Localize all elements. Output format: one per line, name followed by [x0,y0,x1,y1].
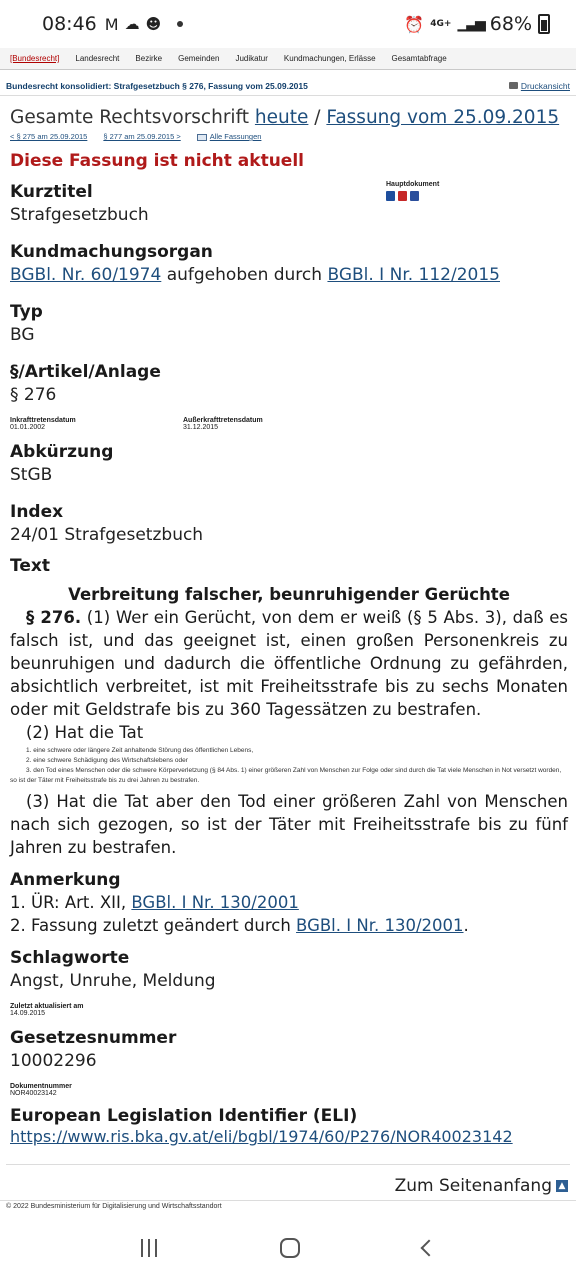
list-item: 1. eine schwere oder längere Zeit anhaltende Störung des öffentlichen Lebens, [26,747,254,754]
last-updated [10,1003,568,1017]
cloud-icon: ☁ [124,15,140,33]
gesetzesnummer-label: Gesetzesnummer [10,1028,177,1048]
title-prefix: Gesamte Rechtsvorschrift [10,107,250,128]
typ-label: Typ [10,302,43,322]
home-icon[interactable] [280,1238,300,1258]
artikel-label: §/Artikel/Anlage [10,362,161,382]
section-eli [10,1105,568,1146]
prev-paragraph-link[interactable]: < § 275 am 25.09.2015 [10,132,88,141]
list-item: 3. den Tod eines Menschen oder die schwere Körperverletzung (§ 84 Abs. 1) einer größeren Zahl von Menschen zur Folge oder sind durch die Tat viele Menschen in Not versetzt worden, [26,767,562,774]
all-versions-link[interactable] [197,132,262,141]
validity-dates [10,417,568,431]
back-to-top-link[interactable] [395,1176,568,1196]
kundmachungsorgan-value [10,263,568,287]
anmerkung-line-1-text: 1. ÜR: Art. XII, [10,893,132,912]
breadcrumb [0,76,576,96]
paragraph-3: (3) Hat die Tat aber den Tod einer größeren Zahl von Menschen nach sich gezogen, so ist der Täter mit Freiheitsstrafe bis zu fünf Jahren zu bestrafen. [10,792,568,857]
anmerkung-line-2-suffix: . [463,916,469,935]
all-versions-label: Alle Fassungen [209,132,262,141]
expiry-label: Außerkrafttretensdatum [183,417,263,424]
expiry [183,417,356,431]
face-icon: ☻ [145,15,162,33]
section-artikel [10,361,568,407]
today-link[interactable]: heute [254,107,309,128]
recent-apps-icon[interactable] [141,1239,157,1257]
nav-landesrecht[interactable]: Landesrecht [75,54,120,63]
paragraph-2: (2) Hat die Tat [26,723,144,742]
main-document-icons [386,191,439,201]
print-view-link[interactable] [509,81,570,91]
main-document-label: Hauptdokument [386,181,440,188]
printer-icon [509,82,518,89]
clock: 08:46 [42,13,97,35]
last-updated-label: Zuletzt aktualisiert am [10,1003,84,1010]
section-schlagworte [10,947,568,993]
last-updated-value: 14.09.2015 [10,1010,46,1017]
typ-value: BG [10,325,35,345]
section-index [10,501,568,547]
document-number [10,1083,568,1097]
versions-icon [197,134,207,141]
word-document-icon[interactable] [410,191,419,201]
paragraph-1-text: (1) Wer ein Gerücht, von dem er weiß (§ 5 Abs. 3), daß es falsch ist, und das geeignet ist, einen großen Personenkreis zu beunruhigen und dadurch die öffentliche Ordnung zu gefährden, absichtlich verbreitet, ist mit Freiheitsstrafe bis zu sechs Monaten oder mit Geldstrafe bis zu 360 Tagessätzen zu bestrafen. [10,608,568,719]
section-abkuerzung [10,441,568,487]
schlagworte-label: Schlagworte [10,948,130,968]
section-kundmachungsorgan [10,241,568,287]
anmerkung-line-2 [10,914,568,937]
nav-gesamtabfrage[interactable]: Gesamtabfrage [391,54,447,63]
list-item: 2. eine schwere Schädigung des Wirtschaftslebens oder [26,757,188,764]
content-divider [6,1164,570,1165]
battery-percent: 68% [489,13,532,35]
repealed-by-text: aufgehoben durch [161,265,328,285]
abkuerzung-label: Abkürzung [10,442,114,462]
gesetzesnummer-value: 10002296 [10,1051,97,1071]
artikel-value: § 276 [10,385,57,405]
back-icon[interactable] [420,1240,437,1257]
not-current-notice: Diese Fassung ist nicht aktuell [10,151,304,171]
eli-label: European Legislation Identifier (ELI) [10,1106,358,1126]
nav-judikatur[interactable]: Judikatur [235,54,268,63]
text-label: Text [10,556,50,576]
next-paragraph-link[interactable]: § 277 am 25.09.2015 > [103,132,181,141]
nav-bezirke[interactable]: Bezirke [135,54,163,63]
eli-link[interactable]: https://www.ris.bka.gv.at/eli/bgbl/1974/60/P276/NOR40023142 [10,1127,513,1146]
version-navigation [10,132,568,141]
battery-icon [538,14,550,34]
schlagworte-value: Angst, Unruhe, Meldung [10,971,216,991]
paragraph-2-items [10,746,568,775]
anmerkung-line-2-text: 2. Fassung zuletzt geändert durch [10,916,297,935]
signal-icon: ▁▃▅ [457,16,484,32]
alarm-icon: ⏰ [404,14,425,34]
breadcrumb-text: Bundesrecht konsolidiert: Strafgesetzbuch § 276, Fassung vom 25.09.2015 [6,80,308,91]
rtf-document-icon[interactable] [386,191,395,201]
kurztitel-value: Strafgesetzbuch [10,205,149,225]
back-to-top-label: Zum Seitenanfang [394,1176,552,1196]
network-type: 4G+ [430,19,452,29]
entry-into-force-label: Inkrafttretensdatum [10,417,76,424]
expiry-value: 31.12.2015 [183,424,219,431]
print-view-label: Druckansicht [520,80,570,91]
android-navigation-bar [0,1216,576,1280]
footer-copyright: © 2022 Bundesministerium für Digitalisierung und Wirtschaftsstandort [6,1203,222,1210]
index-value: 24/01 Strafgesetzbuch [10,525,204,545]
section-anmerkung [10,869,568,937]
version-link[interactable]: Fassung vom 25.09.2015 [326,107,560,128]
section-typ [10,301,568,347]
title-separator: / [308,107,327,128]
footer-divider [0,1200,576,1201]
anmerkung-line-1 [10,891,568,914]
bgbl-1974-link[interactable]: BGBl. Nr. 60/1974 [10,265,162,285]
section-gesetzesnummer [10,1027,568,1073]
anmerkung-label: Anmerkung [10,870,121,890]
main-content [10,106,568,1146]
kurztitel-label: Kurztitel [10,182,93,202]
kundmachungsorgan-label: Kundmachungsorgan [10,242,213,262]
notification-icons [105,15,183,34]
document-number-label: Dokumentnummer [10,1083,72,1090]
paragraph-title: Verbreitung falscher, beunruhigender Gerüchte [68,585,510,604]
bgbl-2001-link-2[interactable]: BGBl. I Nr. 130/2001 [296,916,464,935]
bgbl-2015-link[interactable]: BGBl. I Nr. 112/2015 [327,265,500,285]
pdf-document-icon[interactable] [398,191,407,201]
paragraph-number: § 276. [26,608,82,627]
system-icons [404,13,550,35]
document-number-value: NOR40023142 [10,1090,57,1097]
page-title [10,106,568,130]
section-kurztitel [10,181,568,227]
nav-gemeinden[interactable]: Gemeinden [178,54,220,63]
status-bar [0,0,576,48]
more-notifications-dot [177,21,183,27]
arrow-up-icon: ▲ [556,1180,568,1192]
bgbl-2001-link-1[interactable]: BGBl. I Nr. 130/2001 [131,893,299,912]
entry-into-force-value: 01.01.2002 [10,424,46,431]
nav-kundmachungen[interactable]: Kundmachungen, Erlässe [283,54,376,63]
entry-into-force [10,417,183,431]
main-document [386,181,439,201]
index-label: Index [10,502,64,522]
nav-bundesrecht[interactable]: [Bundesrecht] [10,54,60,63]
gmail-icon: M [104,14,119,34]
top-navigation [0,48,576,70]
section-text [10,555,568,859]
paragraph-1 [10,606,568,721]
abkuerzung-value: StGB [10,465,53,485]
paragraph-2-tail: so ist der Täter mit Freiheitsstrafe bis zu drei Jahren zu bestrafen. [10,777,200,784]
